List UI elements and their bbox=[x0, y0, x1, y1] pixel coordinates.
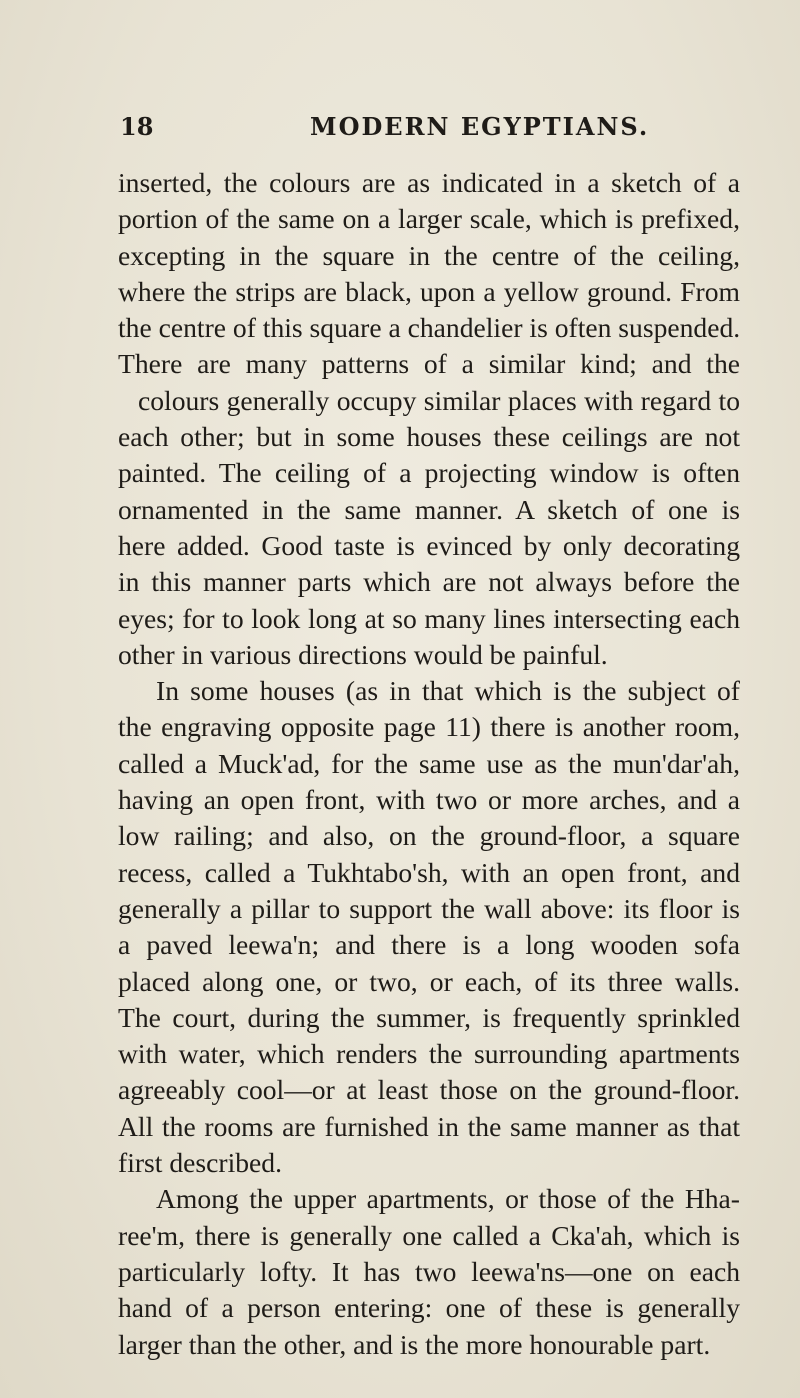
text-line: ornamented in the same manner. A sketch of one is bbox=[118, 493, 740, 525]
text-line: painted. The ceiling of a projecting window is often bbox=[118, 457, 740, 489]
paragraph-start-line: In some houses (as in that which is the subject of bbox=[156, 675, 740, 707]
text-line: here added. Good taste is evinced by only decorating bbox=[118, 529, 740, 561]
text-line: hand of a person entering: one of these is generally bbox=[118, 1292, 740, 1324]
text-line: called a Muck'ad, for the same use as the mun'dar'ah, bbox=[118, 747, 740, 779]
body-text bbox=[118, 165, 740, 1363]
text-line: colours generally occupy similar places with regard to bbox=[138, 384, 740, 416]
text-line: in this manner parts which are not always before the bbox=[118, 566, 740, 598]
paragraph-start-line: Among the upper apartments, or those of the Hha- bbox=[156, 1183, 740, 1215]
text-line: first described. bbox=[118, 1147, 282, 1179]
text-line: having an open front, with two or more arches, and a bbox=[118, 784, 740, 816]
text-line: There are many patterns of a similar kind; and the bbox=[118, 348, 740, 380]
text-line: agreeably cool—or at least those on the ground-floor. bbox=[118, 1074, 740, 1106]
text-line: other in various directions would be painful. bbox=[118, 638, 608, 670]
running-head bbox=[120, 112, 740, 152]
text-line: low railing; and also, on the ground-floor, a square bbox=[118, 820, 740, 852]
text-line: the engraving opposite page 11) there is another room, bbox=[118, 711, 740, 743]
text-line: portion of the same on a larger scale, which is prefixed, bbox=[118, 203, 740, 235]
page-number: 18 bbox=[120, 112, 154, 141]
text-line: All the rooms are furnished in the same manner as that bbox=[118, 1110, 740, 1142]
text-line: each other; but in some houses these ceilings are not bbox=[118, 421, 740, 453]
text-line: a paved leewa'n; and there is a long wooden sofa bbox=[118, 929, 740, 961]
text-line: particularly lofty. It has two leewa'ns—one on each bbox=[118, 1255, 740, 1287]
running-title: MODERN EGYPTIANS. bbox=[310, 112, 650, 141]
text-line: with water, which renders the surrounding apartments bbox=[118, 1038, 740, 1070]
text-line: recess, called a Tukhtabo'sh, with an open front, and bbox=[118, 856, 740, 888]
text-line: eyes; for to look long at so many lines intersecting each bbox=[118, 602, 740, 634]
text-line: The court, during the summer, is frequently sprinkled bbox=[118, 1001, 740, 1033]
text-line: placed along one, or two, or each, of its three walls. bbox=[118, 965, 740, 997]
text-line: ree'm, there is generally one called a Cka'ah, which is bbox=[118, 1219, 740, 1251]
text-line: inserted, the colours are as indicated in a sketch of a bbox=[118, 167, 740, 198]
text-line: the centre of this square a chandelier is often suspended. bbox=[118, 312, 740, 344]
text-line: larger than the other, and is the more honourable part. bbox=[118, 1328, 711, 1360]
text-line: where the strips are black, upon a yellow ground. From bbox=[118, 275, 740, 307]
text-line: generally a pillar to support the wall above: its floor is bbox=[118, 892, 740, 924]
text-line: excepting in the square in the centre of the ceiling, bbox=[118, 239, 740, 271]
